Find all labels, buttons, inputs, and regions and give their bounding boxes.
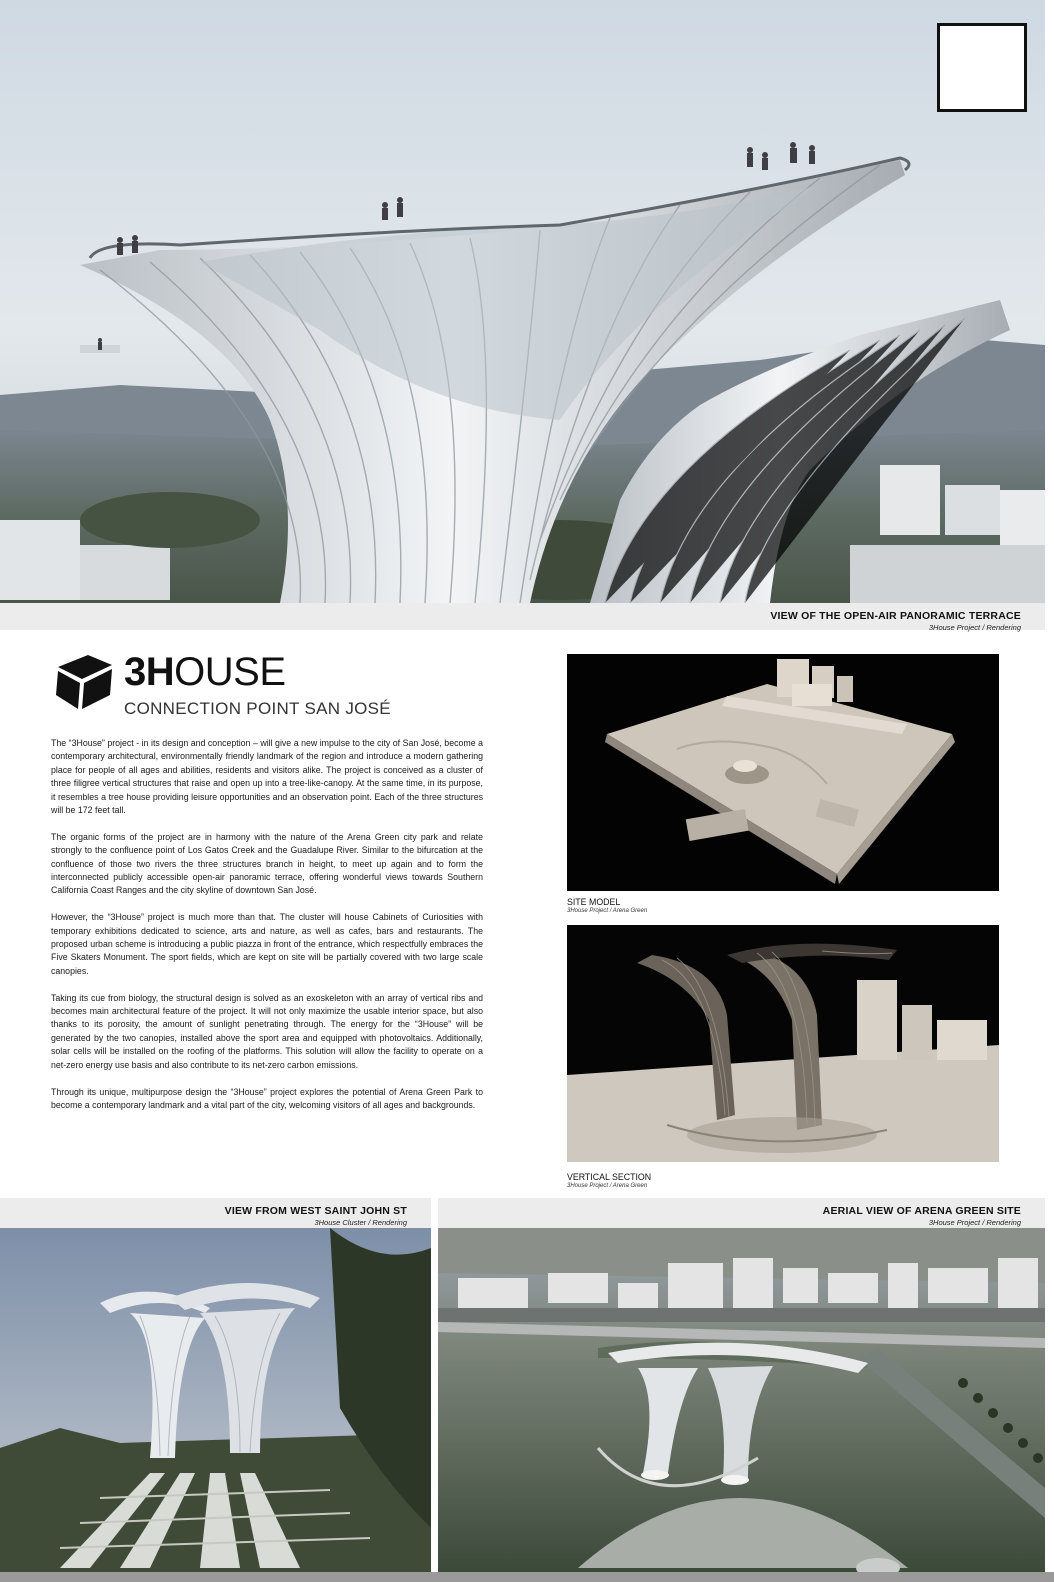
hero-caption-title: VIEW OF THE OPEN-AIR PANORAMIC TERRACE — [770, 610, 1021, 622]
aerial-caption-title: AERIAL VIEW OF ARENA GREEN SITE — [822, 1205, 1021, 1217]
hero-rendering — [0, 0, 1045, 603]
page-right-margin — [1045, 0, 1054, 1582]
vertical-section-photo — [567, 925, 999, 1162]
view-west-image — [0, 1228, 431, 1572]
site-model-caption-title: SITE MODEL — [567, 897, 621, 907]
aerial-caption — [438, 1198, 1045, 1228]
view-west-caption — [0, 1198, 431, 1228]
aerial-rendering — [438, 1228, 1045, 1572]
project-description — [51, 737, 483, 1126]
aerial-caption-sub: 3House Project / Rendering — [928, 1218, 1021, 1227]
vertical-section-caption-title: VERTICAL SECTION — [567, 1172, 652, 1182]
view-west-caption-title: VIEW FROM WEST SAINT JOHN ST — [224, 1205, 407, 1217]
logo-subtitle: CONNECTION POINT SAN JOSÉ — [124, 699, 391, 718]
stamp-box — [937, 23, 1027, 112]
page-bottom-border — [0, 1572, 1054, 1582]
site-model-photo — [567, 654, 999, 891]
logo-wordmark — [124, 652, 286, 692]
site-model-caption — [567, 897, 647, 914]
project-logo — [54, 651, 414, 721]
hero-caption-sub: 3House Project / Rendering — [928, 623, 1021, 632]
paragraph: Taking its cue from biology, the structural design is solved as an exoskeleton with an array of vertical ribs and becomes main architectural feature of the project. It will not only maximize the usable interior space, but also thanks to its porosity, the amount of sunlight penetrating through. The energy for the “3House” will be generated by the two canopies, installed above the sport area and equipped with photovoltaics. Additionally, solar cells will be installed on the roofing of the platforms. This solution will allow the facility to operate on a net-zero energy use basis and also contribute to its net-zero carbon emissions. — [51, 992, 483, 1070]
site-model-caption-sub: 3House Project / Arena Green — [567, 908, 648, 914]
vertical-section-caption — [567, 1172, 651, 1189]
logo-word-bold: 3H — [124, 650, 175, 694]
paragraph: The organic forms of the project are in harmony with the nature of the Arena Green city park and relate strongly to the confluence point of Los Gatos Creek and the Guadalupe River. Similar to the bifurcation at the confluence of those two rivers the three structures branch in height, to meet up again and to form the interconnected publicly accessible open-air panoramic terrace, offering wonderful views towards Southern California Coast Ranges and the city skyline of downtown San José. — [51, 831, 483, 896]
logo-word-light: OUSE — [174, 650, 286, 694]
aerial-image — [438, 1228, 1045, 1572]
vertical-section-image — [567, 925, 999, 1162]
vertical-section-caption-sub: 3House Project / Arena Green — [567, 1183, 648, 1189]
view-west-caption-sub: 3House Cluster / Rendering — [314, 1218, 407, 1227]
paragraph: However, the “3House” project is much more than that. The cluster will house Cabinets of Curiosities with temporary exhibitions dedicated to science, arts and nature, as well as cafes, bars and restaurants. The proposed urban scheme is introducing a public piazza in front of the entrance, which respectfully embraces the Five Skaters Monument. The sport fields, which are kept on site will be partially covered with two large scale canopies. — [51, 912, 483, 976]
paragraph: Through its unique, multipurpose design the “3House” project explores the potential of Arena Green Park to become a contemporary landmark and a vital part of the city, welcoming visitors of all ages and backgrounds. — [51, 1086, 483, 1110]
cube-logo-icon — [54, 653, 116, 711]
terrace-rendering-image — [0, 0, 1045, 603]
paragraph: The “3House” project - in its design and conception – will give a new impulse to the city of San José, become a contemporary architectural, environmentally friendly landmark of the region and introduce a modern gathering place for people of all ages and abilities, residents and visitors alike. The project is conceived as a cluster of three filigree vertical structures that raise and open up into a tree-like-canopy. At the same time, in its purpose, it resembles a tree house providing leisure opportunities and an observation point. Each of the three structures will be 172 feet tall. — [51, 738, 483, 816]
view-west-rendering — [0, 1228, 431, 1572]
hero-caption — [0, 603, 1045, 630]
site-model-image — [567, 654, 999, 891]
